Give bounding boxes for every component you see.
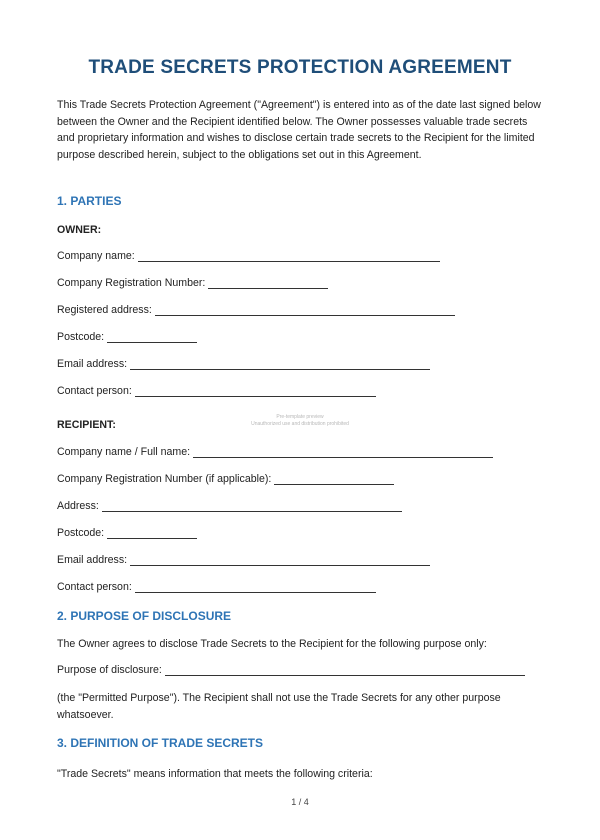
recipient-address-line[interactable] (102, 500, 402, 512)
recipient-email-label: Email address: (57, 554, 128, 566)
recipient-email-field[interactable] (57, 554, 430, 566)
purpose-intro: The Owner agrees to disclose Trade Secrets to the Recipient for the following purpose only: (57, 638, 487, 650)
owner-email-field[interactable] (57, 358, 430, 370)
recipient-contact-label: Contact person: (57, 581, 132, 593)
owner-postcode-label: Postcode: (57, 331, 105, 343)
owner-registration-label: Company Registration Number: (57, 277, 206, 289)
purpose-of-disclosure-field[interactable] (57, 664, 525, 676)
watermark-line-1: Pre-template preview (276, 414, 324, 420)
recipient-postcode-field[interactable] (57, 527, 197, 539)
recipient-registration-field[interactable] (57, 473, 394, 485)
recipient-company-name-line[interactable] (193, 446, 493, 458)
owner-contact-field[interactable] (57, 385, 376, 397)
owner-heading: OWNER: (57, 224, 102, 236)
owner-company-name-field[interactable] (57, 250, 440, 262)
owner-contact-label: Contact person: (57, 385, 132, 397)
recipient-company-name-field[interactable] (57, 446, 493, 458)
owner-postcode-line[interactable] (107, 331, 197, 343)
owner-postcode-field[interactable] (57, 331, 197, 343)
recipient-postcode-label: Postcode: (57, 527, 105, 539)
owner-address-line[interactable] (155, 304, 455, 316)
owner-contact-line[interactable] (135, 385, 376, 397)
recipient-contact-field[interactable] (57, 581, 376, 593)
watermark-line-2: Unauthorized use and distribution prohibited (251, 421, 349, 427)
intro-paragraph: This Trade Secrets Protection Agreement ("Agreement") is entered into as of the date last signed below between the Owner and the Recipient identified below. The Owner possesses valuable trade secrets and proprietary information and wishes to disclose certain trade secrets to the Recipient for the limited purpose described herein, subject to the obligations set out in this Agreement. (57, 99, 541, 162)
recipient-heading: RECIPIENT: (57, 419, 116, 431)
recipient-registration-line[interactable] (274, 473, 394, 485)
owner-registration-field[interactable] (57, 277, 328, 289)
purpose-of-disclosure-line[interactable] (165, 664, 525, 676)
owner-address-label: Registered address: (57, 304, 152, 316)
recipient-postcode-line[interactable] (107, 527, 197, 539)
watermark-text (0, 414, 600, 428)
recipient-address-field[interactable] (57, 500, 402, 512)
recipient-contact-line[interactable] (135, 581, 376, 593)
owner-email-line[interactable] (130, 358, 430, 370)
recipient-email-line[interactable] (130, 554, 430, 566)
page-number: 1 / 4 (291, 797, 309, 807)
permitted-purpose-paragraph: (the "Permitted Purpose"). The Recipient shall not use the Trade Secrets for any other purpose whatsoever. (57, 692, 501, 721)
owner-email-label: Email address: (57, 358, 128, 370)
recipient-company-name-label: Company name / Full name: (57, 446, 191, 458)
definition-intro: "Trade Secrets" means information that meets the following criteria: (57, 768, 373, 780)
purpose-of-disclosure-label: Purpose of disclosure: (57, 664, 162, 676)
recipient-registration-label: Company Registration Number (if applicable): (57, 473, 272, 485)
owner-registration-line[interactable] (208, 277, 328, 289)
section-heading-definition: 3. DEFINITION OF TRADE SECRETS (57, 736, 264, 750)
section-heading-parties: 1. PARTIES (57, 194, 122, 208)
owner-address-field[interactable] (57, 304, 455, 316)
section-heading-purpose: 2. PURPOSE OF DISCLOSURE (57, 609, 232, 623)
recipient-address-label: Address: (57, 500, 99, 512)
owner-company-name-line[interactable] (138, 250, 440, 262)
owner-company-name-label: Company name: (57, 250, 135, 262)
document-title: TRADE SECRETS PROTECTION AGREEMENT (88, 57, 512, 78)
